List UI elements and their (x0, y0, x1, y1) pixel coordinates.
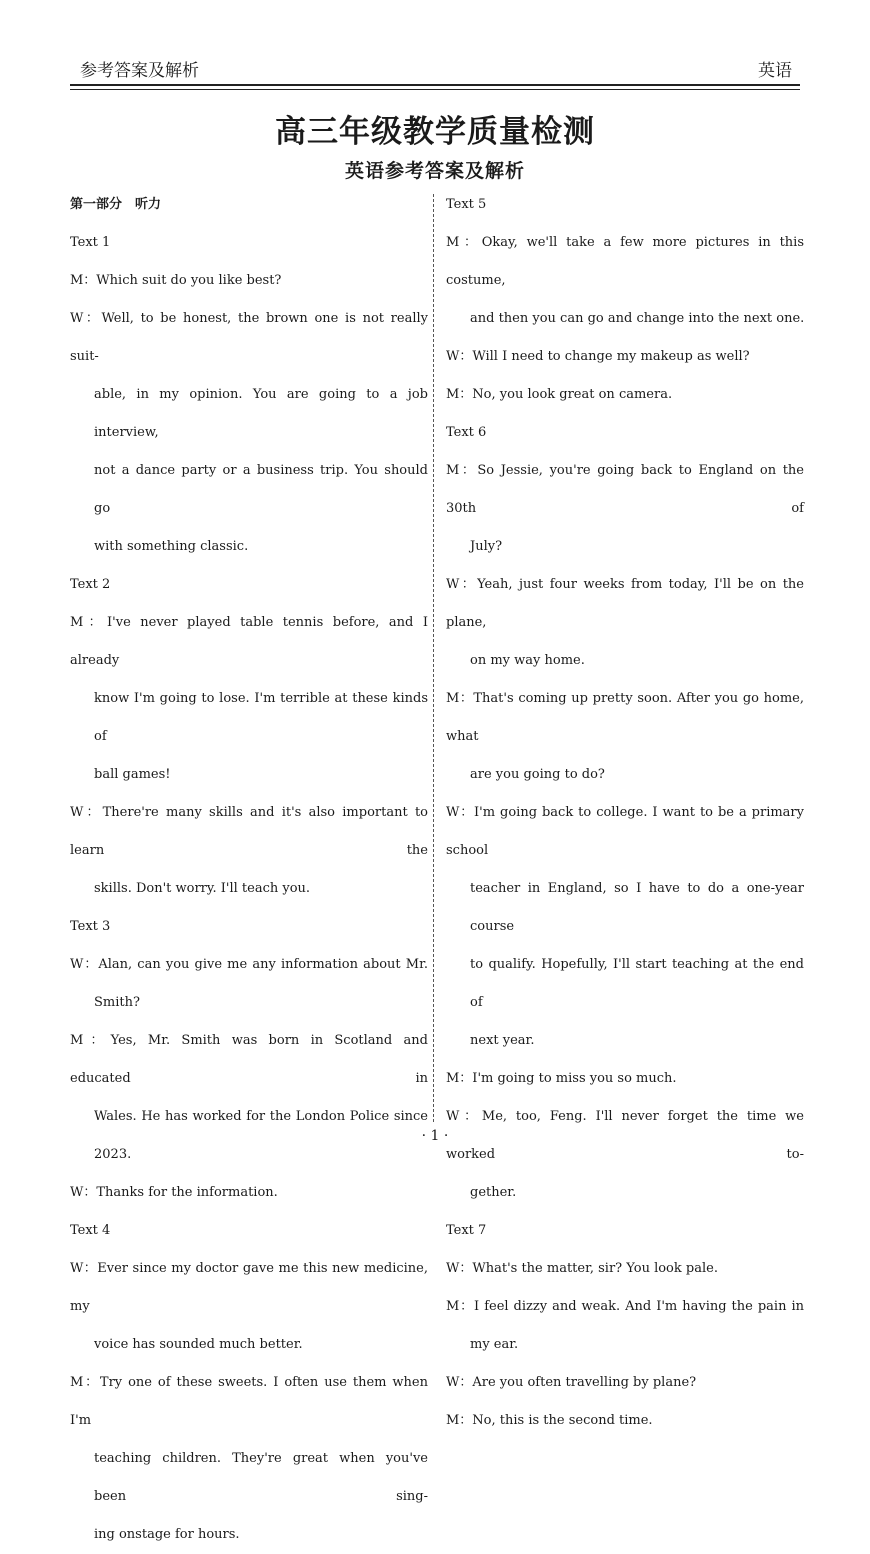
text-line: voice has sounded much better. (94, 1337, 303, 1352)
text-line: ball games! (94, 767, 171, 782)
text-line: ing onstage for hours. (94, 1527, 240, 1542)
text-line: Text 6 (446, 425, 487, 440)
text-line: M：Which suit do you like best? (70, 273, 282, 288)
text-line: W：Ever since my doctor gave me this new medicine, my (70, 1261, 428, 1314)
right-column (446, 186, 804, 1440)
text-line: W：Yeah, just four weeks from today, I'll be on the plane, (446, 577, 804, 630)
left-column (70, 186, 428, 1554)
text-line: my ear. (470, 1337, 519, 1352)
text-line: Text 4 (70, 1223, 111, 1238)
text-line: Text 2 (70, 577, 111, 592)
text-line: teaching children. They're great when you've been sing- (94, 1451, 428, 1504)
text-line: Wales. He has worked for the London Police since 2023. (94, 1109, 428, 1162)
header-left: 参考答案及解析 (80, 61, 199, 81)
text-line: M：Yes, Mr. Smith was born in Scotland and educated in (70, 1033, 428, 1086)
header-right: 英语 (758, 61, 792, 81)
text-line: are you going to do? (470, 767, 605, 782)
text-line: Text 3 (70, 919, 111, 934)
text-line: July? (470, 539, 503, 554)
text-line: W：Are you often travelling by plane? (446, 1375, 697, 1390)
text-line: W：Alan, can you give me any information about Mr. (70, 957, 428, 972)
text-line: skills. Don't worry. I'll teach you. (94, 881, 311, 896)
text-line: know I'm going to lose. I'm terrible at these kinds of (94, 691, 428, 744)
text-line: Text 7 (446, 1223, 487, 1238)
text-line: next year. (470, 1033, 535, 1048)
text-line: on my way home. (470, 653, 585, 668)
text-line: not a dance party or a business trip. You should go (94, 463, 428, 516)
text-line: M：I feel dizzy and weak. And I'm having the pain in (446, 1299, 804, 1314)
text-line: able, in my opinion. You are going to a job interview, (94, 387, 428, 440)
text-line: gether. (470, 1185, 517, 1200)
text-line: W：Thanks for the information. (70, 1185, 278, 1200)
header-rule (70, 84, 800, 86)
text-line: M：Try one of these sweets. I often use them when I'm (70, 1375, 428, 1428)
text-line: M：I've never played table tennis before, and I already (70, 615, 428, 668)
text-line: M：No, this is the second time. (446, 1413, 653, 1428)
text-line: W：What's the matter, sir? You look pale. (446, 1261, 718, 1276)
text-line: W：I'm going back to college. I want to be a primary school (446, 805, 804, 858)
page-number: · 1 · (421, 1128, 449, 1144)
text-line: W：Well, to be honest, the brown one is not really suit- (70, 311, 428, 364)
text-line: W：Me, too, Feng. I'll never forget the time we worked to- (446, 1109, 804, 1162)
header-rule-thin (70, 89, 800, 90)
text-line: Text 1 (70, 235, 111, 250)
column-divider (433, 194, 434, 1122)
text-line: Smith? (94, 995, 140, 1010)
document-title: 高三年级教学质量检测 (275, 114, 595, 150)
section-heading: 第一部分 听力 (70, 197, 162, 212)
text-line: W：There're many skills and it's also important to learn the (70, 805, 428, 858)
text-line: M：I'm going to miss you so much. (446, 1071, 677, 1086)
text-line: to qualify. Hopefully, I'll start teaching at the end of (470, 957, 804, 1010)
document-subtitle: 英语参考答案及解析 (344, 160, 525, 182)
text-line: M：So Jessie, you're going back to England on the 30th of (446, 463, 804, 516)
text-line: teacher in England, so I have to do a one-year course (470, 881, 804, 934)
text-line: M：Okay, we'll take a few more pictures in this costume, (446, 235, 804, 288)
text-line: M：No, you look great on camera. (446, 387, 673, 402)
text-line: and then you can go and change into the next one. (470, 311, 805, 326)
text-line: W：Will I need to change my makeup as well? (446, 349, 750, 364)
text-line: M：That's coming up pretty soon. After you go home, what (446, 691, 804, 744)
text-line: Text 5 (446, 197, 487, 212)
text-line: with something classic. (94, 539, 249, 554)
